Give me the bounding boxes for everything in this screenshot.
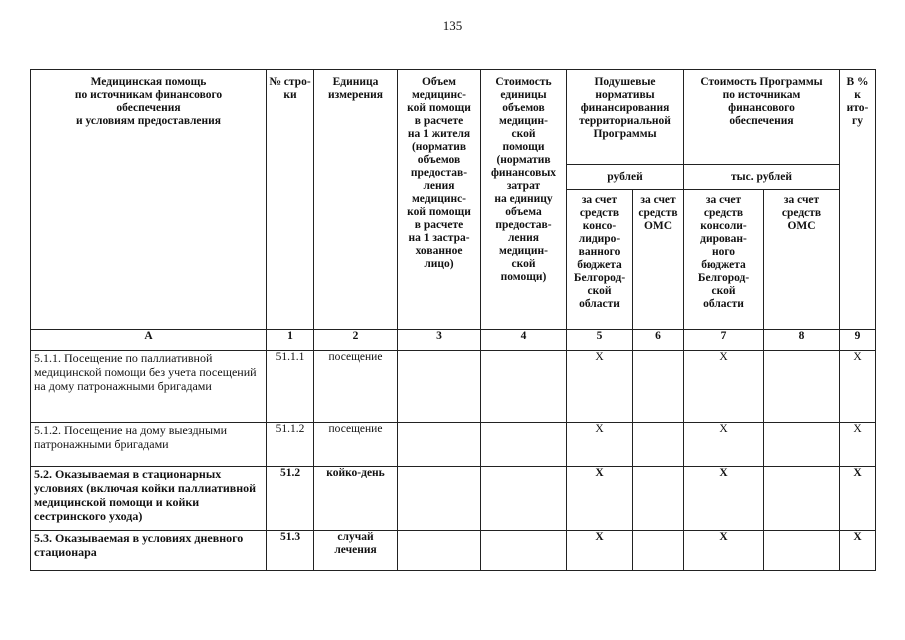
row-budget-per-capita: X (567, 423, 633, 467)
row-percent: X (840, 531, 876, 571)
row-oms-program (764, 531, 840, 571)
row-budget-program: X (684, 351, 764, 423)
table-row (31, 531, 876, 571)
column-index: 3 (398, 330, 481, 351)
row-unit: посещение (314, 351, 398, 423)
header-budget-per-capita: за счет средств консо- лидиро- ванного бюджета Белгород- ской области (567, 190, 633, 330)
financing-table (30, 69, 876, 571)
row-name: 5.1.2. Посещение на дому выездными патронажными бригадами (31, 423, 267, 467)
row-percent: X (840, 351, 876, 423)
row-budget-per-capita: X (567, 351, 633, 423)
row-line-number: 51.1.2 (267, 423, 314, 467)
page-number: 135 (442, 18, 463, 33)
header-oms-program: за счет средств ОМС (764, 190, 840, 330)
row-volume (398, 351, 481, 423)
header-unit-cost: Стоимость единицы объемов медицин- ской помощи (норматив финансовых затрат на единицу объема предостав- ления медицин- ской помощи) (481, 70, 567, 330)
row-oms-program (764, 423, 840, 467)
row-oms-program (764, 467, 840, 531)
table-row (31, 351, 876, 423)
row-oms-per-capita (633, 423, 684, 467)
row-line-number: 51.3 (267, 531, 314, 571)
header-line-number: № стро- ки (267, 70, 314, 330)
row-budget-per-capita: X (567, 531, 633, 571)
header-percent: В % к ито- гу (840, 70, 876, 330)
row-unit: койко-день (314, 467, 398, 531)
table-row (31, 467, 876, 531)
row-volume (398, 531, 481, 571)
column-index: 5 (567, 330, 633, 351)
header-unit: Единица измерения (314, 70, 398, 330)
row-unit-cost (481, 467, 567, 531)
row-budget-per-capita: X (567, 467, 633, 531)
header-oms-per-capita: за счет средств ОМС (633, 190, 684, 330)
header-per-capita: Подушевые нормативы финансирования территориальной Программы (567, 70, 684, 165)
table-row (31, 423, 876, 467)
header-unit-rubles: рублей (567, 165, 684, 190)
row-unit-cost (481, 531, 567, 571)
row-name: 5.1.1. Посещение по паллиативной медицинской помощи без учета посещений на дому патронажными бригадами (31, 351, 267, 423)
row-unit: случай лечения (314, 531, 398, 571)
column-index: 7 (684, 330, 764, 351)
row-budget-program: X (684, 531, 764, 571)
row-name: 5.3. Оказываемая в условиях дневного стационара (31, 531, 267, 571)
row-oms-per-capita (633, 531, 684, 571)
row-volume (398, 467, 481, 531)
column-index: 1 (267, 330, 314, 351)
row-oms-program (764, 351, 840, 423)
column-index: А (31, 330, 267, 351)
row-budget-program: X (684, 423, 764, 467)
row-volume (398, 423, 481, 467)
row-name: 5.2. Оказываемая в стационарных условиях (включая койки паллиативной медицинской помощи и койки сестринского ухода) (31, 467, 267, 531)
column-index-row (31, 330, 876, 351)
header-volume: Объем медицинс- кой помощи в расчете на 1 жителя (норматив объемов предостав- ления медицинс- кой помощи в расчете на 1 застра- хованное лицо) (398, 70, 481, 330)
row-percent: X (840, 423, 876, 467)
row-unit-cost (481, 423, 567, 467)
column-index: 2 (314, 330, 398, 351)
column-index: 6 (633, 330, 684, 351)
column-index: 8 (764, 330, 840, 351)
row-unit-cost (481, 351, 567, 423)
row-line-number: 51.2 (267, 467, 314, 531)
row-percent: X (840, 467, 876, 531)
row-budget-program: X (684, 467, 764, 531)
row-oms-per-capita (633, 351, 684, 423)
header-program-cost: Стоимость Программы по источникам финансового обеспечения (684, 70, 840, 165)
row-unit: посещение (314, 423, 398, 467)
header-budget-program: за счет средств консоли- дирован- ного бюджета Белгород- ской области (684, 190, 764, 330)
column-index: 4 (481, 330, 567, 351)
row-oms-per-capita (633, 467, 684, 531)
header-name: Медицинская помощь по источникам финансового обеспечения и условиям предоставления (31, 70, 267, 330)
row-line-number: 51.1.1 (267, 351, 314, 423)
header-unit-thousand-rubles: тыс. рублей (684, 165, 840, 190)
column-index: 9 (840, 330, 876, 351)
